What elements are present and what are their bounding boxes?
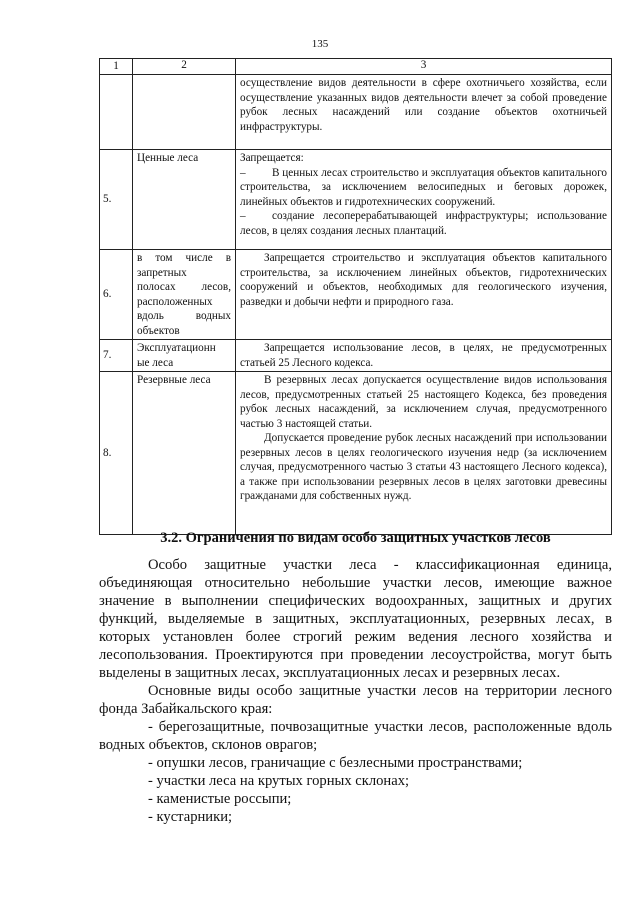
row-paragraph-text: В ценных лесах строительство и эксплуатация объектов капитального строительства, за исключением велосипедных и беговых дорожек, линейных объектов и гидротехнических сооружений. <box>240 166 607 208</box>
row-name-line: объектов <box>137 324 180 337</box>
table-row <box>100 372 612 535</box>
row-text <box>236 340 612 372</box>
dash-marker: – <box>240 166 246 179</box>
header-col-1: 1 <box>100 59 133 75</box>
row-name <box>133 340 236 372</box>
row-paragraph: Запрещается строительство и эксплуатация объектов капитального строительства, за исключением линейных объектов, гидротехнических сооружений и объектов, необходимых для геологического изучения, разведки и добычи нефти и природного газа. <box>240 252 607 308</box>
row-paragraph <box>240 209 607 238</box>
row-name <box>133 75 236 150</box>
table-header-row <box>100 59 612 75</box>
body-paragraph: Особо защитные участки леса - классификационная единица, объединяющая относительно небольшие участки лесов, имеющие важное значение в выполнении специфических водоохранных, защитных и других функций, выделяемые в защитных, эксплуатационных, резервных лесах, в которых установлен более строгий режим ведения лесного хозяйства и лесопользования. Проектируются при проведении лесоустройства, могут быть выделены в защитных лесах, эксплуатационных лесах и резервных лесах. <box>99 557 612 681</box>
row-name-line: вдоль водных <box>137 310 231 322</box>
row-name-line: ые леса <box>137 356 174 369</box>
section-title: 3.2. Ограничения по видам особо защитных участков лесов <box>160 530 551 546</box>
restrictions-table <box>99 58 612 535</box>
list-item: - берегозащитные, почвозащитные участки лесов, расположенные вдоль водных объектов, склонов оврагов; <box>99 719 612 753</box>
row-number: 6. <box>100 250 133 340</box>
row-paragraph: В резервных лесах допускается осуществление видов использования лесов, предусмотренных статьей 25 настоящего Кодекса, без проведения рубок лесных насаждений, за исключением случая, предусмотренного частью 3 настоящей статьи. <box>240 374 607 430</box>
table-row <box>100 250 612 340</box>
row-paragraph: осуществление видов деятельности в сфере охотничьего хозяйства, если осуществление указанных видов деятельности влечет за собой проведение рубок лесных насаждений или создание объектов охотничьей инфраструктуры. <box>240 77 607 133</box>
row-name-line: полосах лесов, <box>137 281 231 293</box>
row-name: Резервные леса <box>133 372 236 535</box>
section-body <box>99 556 612 826</box>
row-name-line: расположенных <box>137 295 213 308</box>
list-item: - опушки лесов, граничащие с безлесными пространствами; <box>148 755 523 771</box>
row-text <box>236 250 612 340</box>
body-paragraph: Основные виды особо защитные участки лесов на территории лесного фонда Забайкальского края: <box>99 683 612 717</box>
row-name-line: запретных <box>137 266 187 279</box>
list-item: - участки леса на крутых горных склонах; <box>148 773 410 789</box>
row-number: 7. <box>100 340 133 372</box>
row-number: 8. <box>100 372 133 535</box>
list-item: - каменистые россыпи; <box>148 791 292 807</box>
table-row <box>100 75 612 150</box>
row-text <box>236 150 612 250</box>
dash-marker: – <box>240 210 246 222</box>
row-number: 5. <box>100 150 133 250</box>
page-number: 135 <box>311 38 329 50</box>
table-row <box>100 150 612 250</box>
table-row <box>100 340 612 372</box>
row-paragraph-text: создание лесоперерабатывающей инфраструктуры; использование лесов, в целях создания лесных плантаций. <box>240 210 607 237</box>
list-item: - кустарники; <box>148 809 233 825</box>
row-paragraph: Запрещается: <box>240 152 304 164</box>
row-paragraph <box>240 166 607 210</box>
row-text <box>236 75 612 150</box>
row-number <box>100 75 133 150</box>
row-name <box>133 250 236 340</box>
row-name-line: в том числе в <box>137 252 231 264</box>
header-col-3: 3 <box>236 59 612 75</box>
row-name-line: Эксплуатационн <box>137 342 216 354</box>
row-text <box>236 372 612 535</box>
row-paragraph: Допускается проведение рубок лесных насаждений при использовании резервных лесов в целях геологического изучения недр (за исключением случая, предусмотренного частью 3 статьи 43 настоящего Лесного кодекса), а также при использовании резервных лесов в целях заготовки древесины гражданами для собственных нужд. <box>240 432 607 502</box>
header-col-2: 2 <box>133 59 236 75</box>
row-paragraph: Запрещается использование лесов, в целях, не предусмотренных статьей 25 Лесного кодекса. <box>240 342 607 369</box>
row-name: Ценные леса <box>133 150 236 250</box>
